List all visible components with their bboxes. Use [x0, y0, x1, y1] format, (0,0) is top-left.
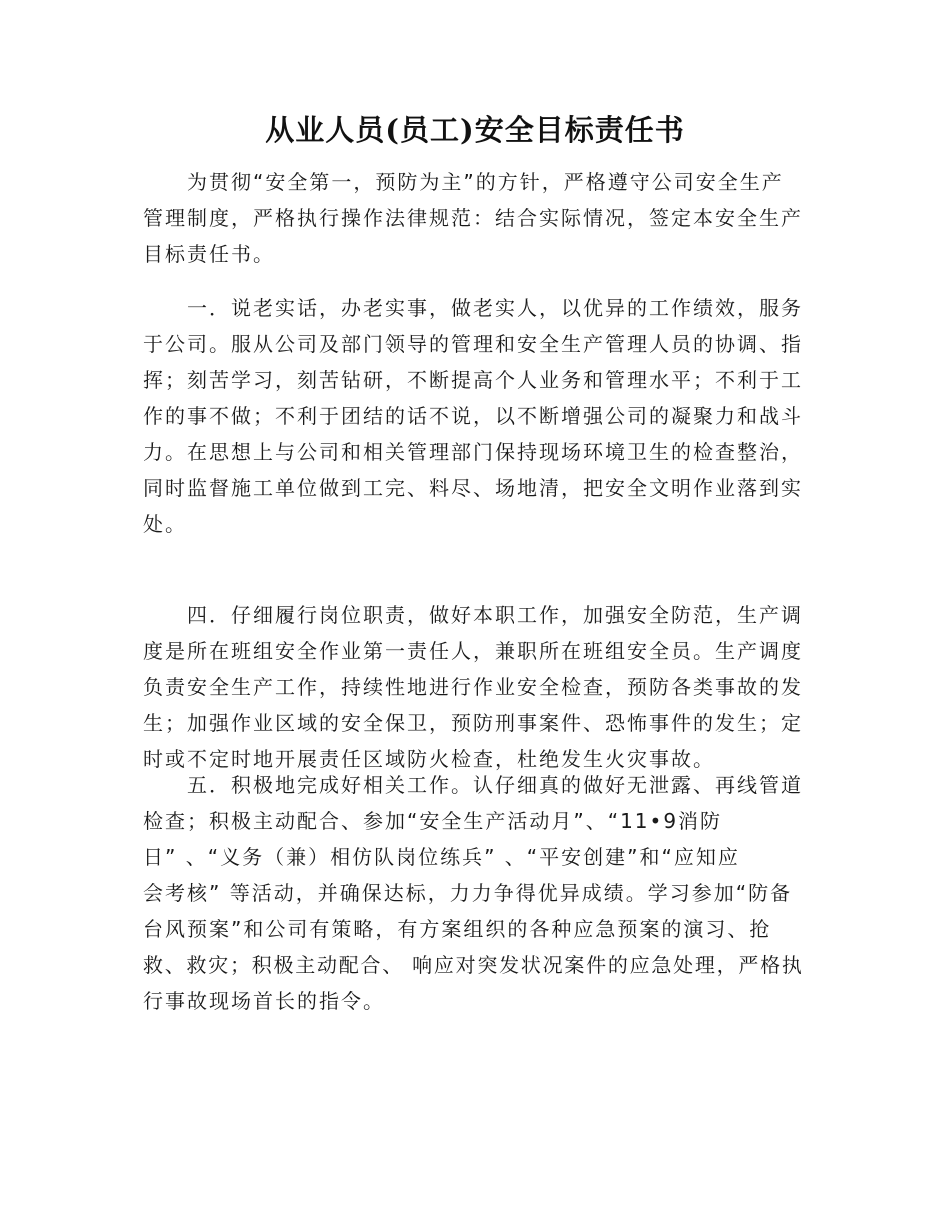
- paragraph-line: 作的事不做；不利于团结的话不说，以不断增强公司的凝聚力和战斗: [143, 404, 803, 428]
- paragraph-clause-1: [143, 290, 808, 542]
- paragraph-line: 行事故现场首长的指令。: [143, 989, 385, 1013]
- paragraph-line: 处。: [143, 512, 187, 536]
- paragraph-line: 检查；积极主动配合、参加“安全生产活动月”、“11•9消防: [143, 809, 723, 833]
- paragraph-line: 同时监督施工单位做到工完、料尽、场地清，把安全文明作业落到实: [143, 476, 803, 500]
- paragraph-line: 于公司。服从公司及部门领导的管理和安全生产管理人员的协调、指: [143, 332, 803, 356]
- paragraph-line: 负责安全生产工作，持续性地进行作业安全检查，预防各类事故的发: [143, 675, 803, 699]
- paragraph-line: 为贯彻“安全第一，预防为主”的方针，严格遵守公司安全生产: [187, 170, 784, 194]
- paragraph-line: 生；加强作业区域的安全保卫，预防刑事案件、恐怖事件的发生；定: [143, 711, 803, 735]
- paragraph-line: 挥；刻苦学习，刻苦钻研，不断提高个人业务和管理水平；不利于工: [143, 368, 803, 392]
- paragraph-line: 度是所在班组安全作业第一责任人，兼职所在班组安全员。生产调度: [143, 639, 803, 663]
- paragraph-line: 目标责任书。: [143, 242, 275, 266]
- paragraph-line: 力。在思想上与公司和相关管理部门保持现场环境卫生的检查整治，: [143, 440, 803, 464]
- paragraph-line: 日” 、“义务（兼）相仿队岗位练兵” 、“平安创建”和“应知应: [143, 845, 740, 869]
- paragraph-line: 一．说老实话，办老实事，做老实人，以优异的工作绩效，服务: [187, 296, 803, 320]
- paragraph-line: 会考核” 等活动，并确保达标，力力争得优异成绩。学习参加“防备: [143, 881, 793, 905]
- paragraph-clause-5: [143, 767, 808, 1019]
- paragraph-line: 管理制度，严格执行操作法律规范：结合实际情况，签定本安全生产: [143, 206, 803, 230]
- paragraph-preamble: [143, 164, 808, 272]
- paragraph-clause-4: [143, 597, 808, 777]
- paragraph-line: 五．积极地完成好相关工作。认仔细真的做好无泄露、再线管道: [187, 773, 803, 797]
- paragraph-line: 时或不定时地开展责任区域防火检查，杜绝发生火灾事故。: [143, 747, 715, 771]
- paragraph-line: 四．仔细履行岗位职责，做好本职工作，加强安全防范，生产调: [187, 603, 803, 627]
- paragraph-line: 台风预案”和公司有策略，有方案组织的各种应急预案的演习、抢: [143, 917, 772, 941]
- document-title: 从业人员(员工)安全目标责任书: [265, 113, 685, 147]
- paragraph-line: 救、救灾；积极主动配合、 响应对突发状况案件的应急处理，严格执: [143, 953, 804, 977]
